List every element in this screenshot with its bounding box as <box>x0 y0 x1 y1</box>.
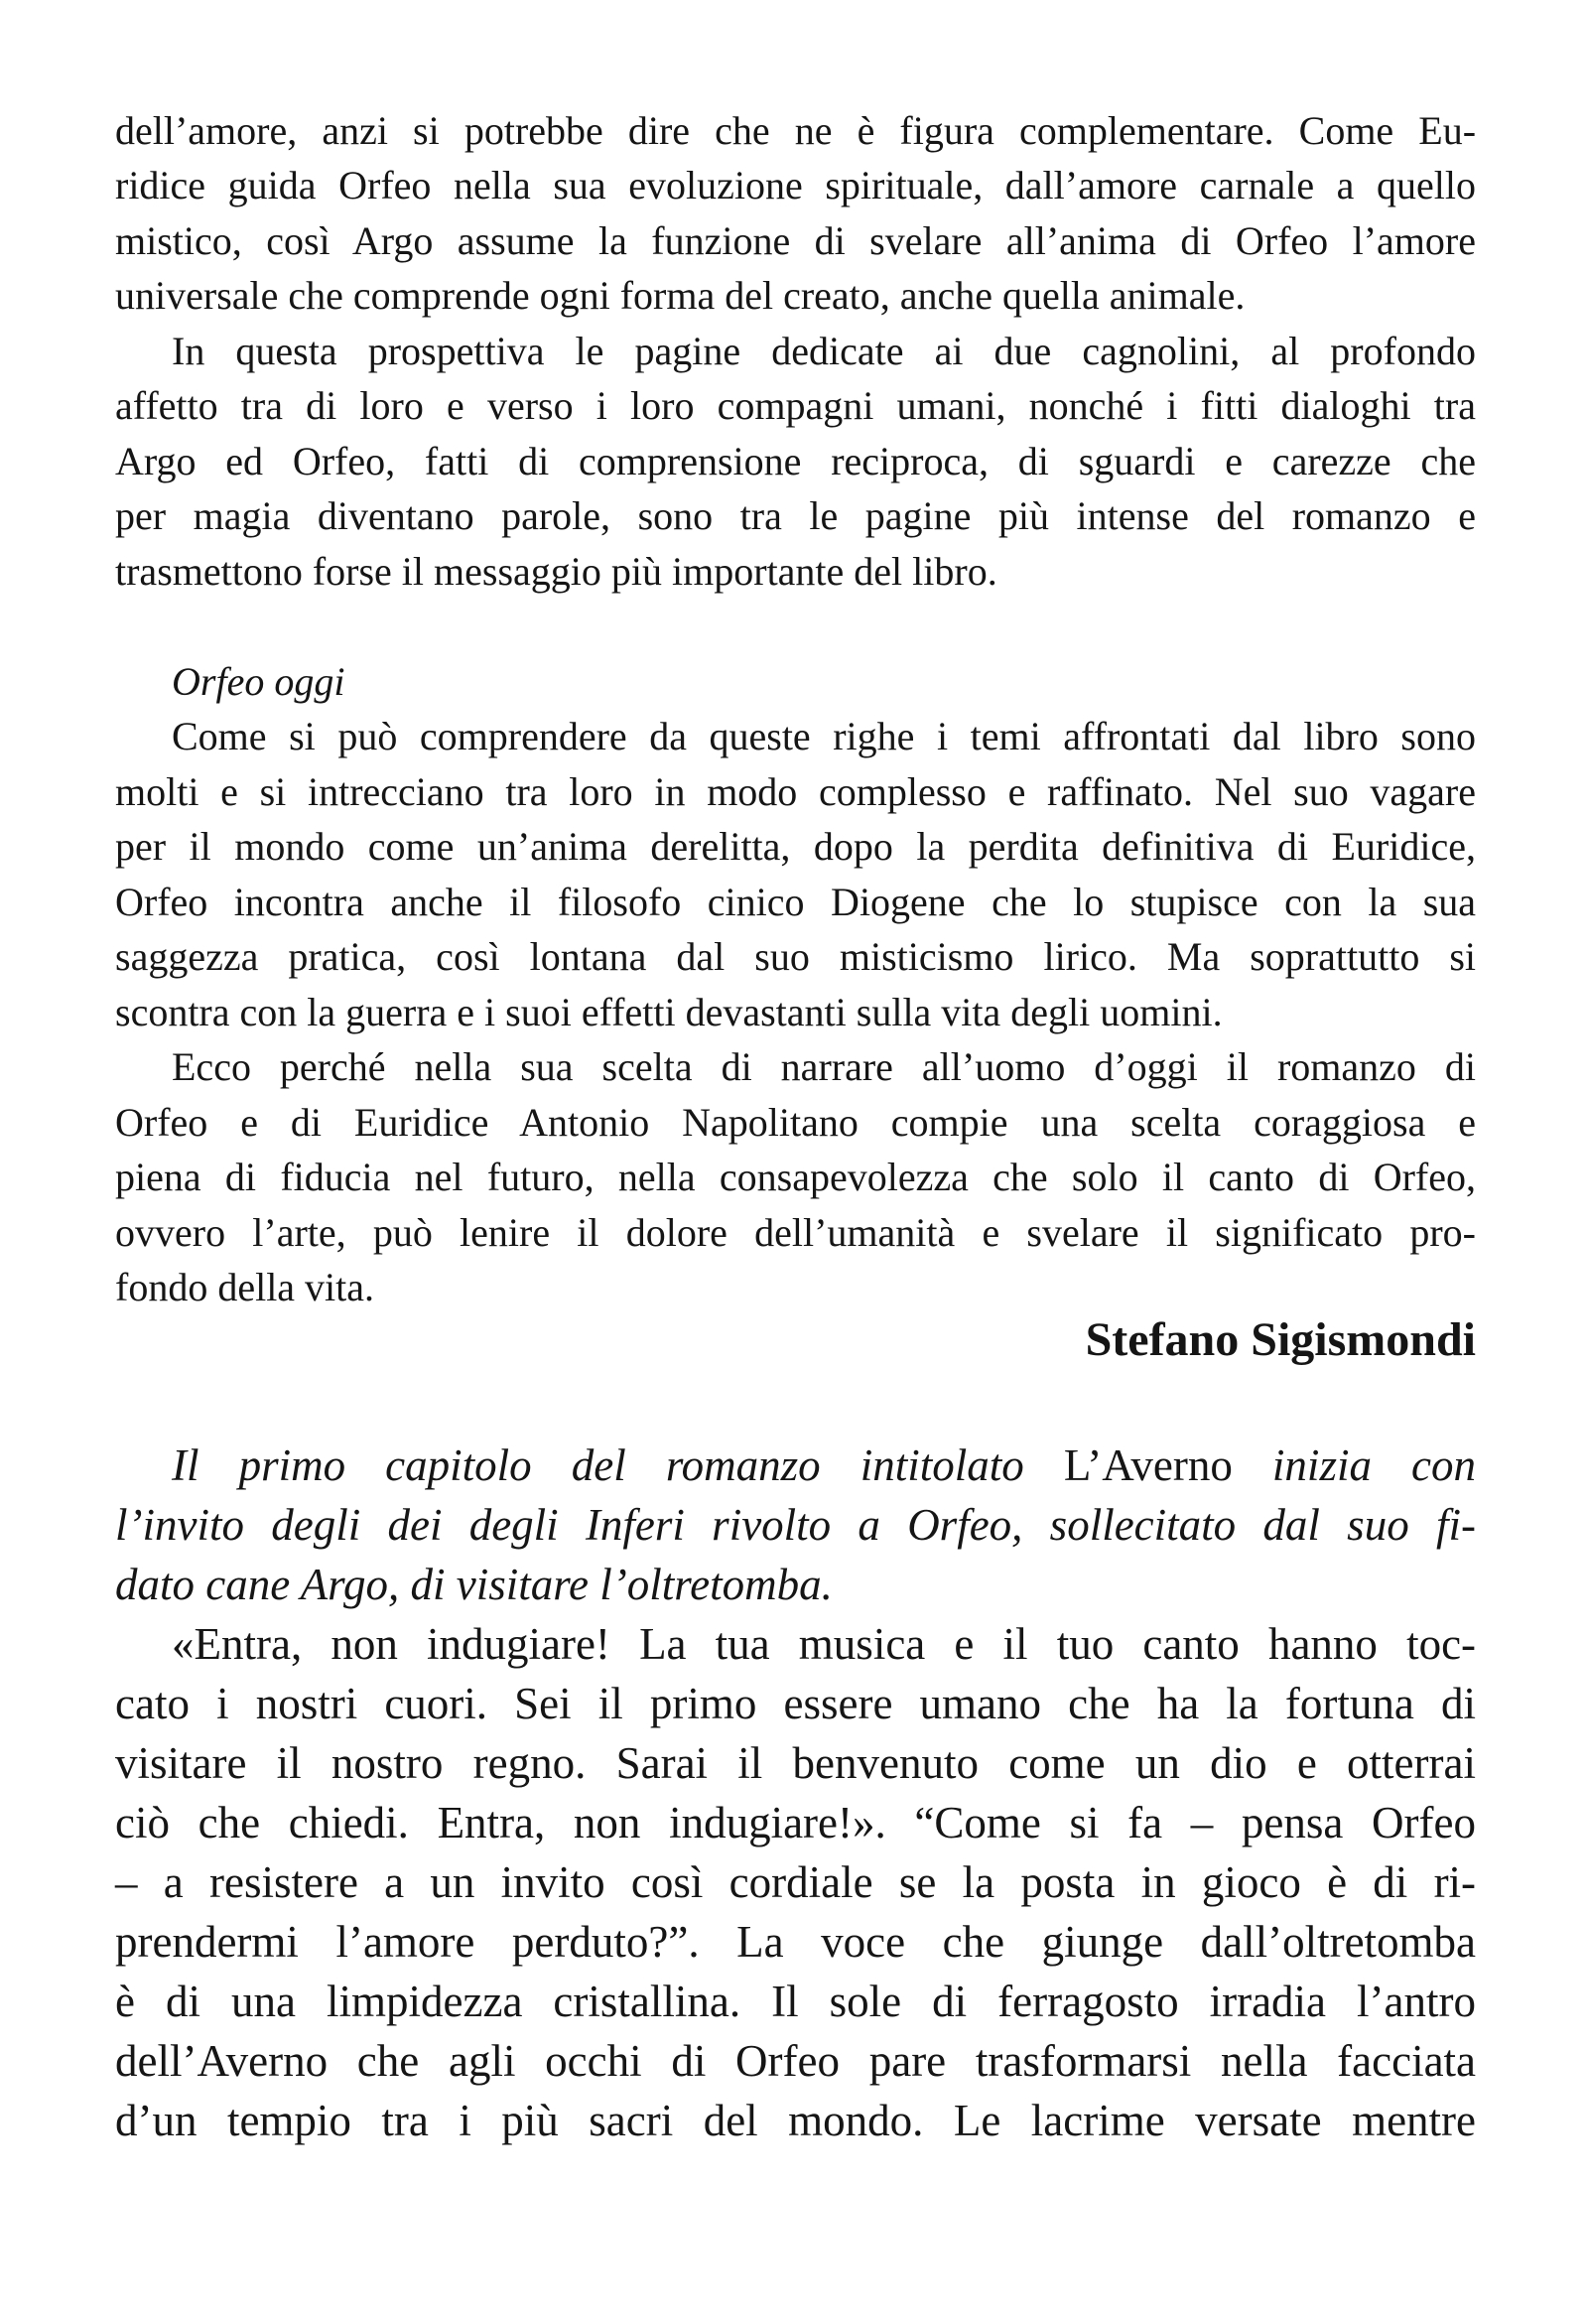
text-line <box>172 1614 1476 1674</box>
text-run: mistico, così Argo assume la funzione di svelare all’anima di Orfeo l’amore <box>115 217 1476 263</box>
text-run: trasmettono forse il messaggio più importante del libro. <box>115 548 997 594</box>
text-line <box>115 103 1476 159</box>
text-line <box>115 544 1476 600</box>
text-line <box>115 1150 1476 1205</box>
text-line <box>115 1972 1476 2031</box>
text-line <box>115 1733 1476 1793</box>
text-line <box>115 2091 1476 2150</box>
text-line <box>115 268 1476 324</box>
text-run: dell’Averno che agli occhi di Orfeo pare trasformarsi nella facciata <box>115 2035 1477 2086</box>
text-run: Orfeo e di Euridice Antonio Napolitano compie una scelta coraggiosa e <box>115 1099 1477 1145</box>
text-line <box>115 488 1476 544</box>
text-run: affetto tra di loro e verso i loro compagni umani, nonché i fitti dialoghi tra <box>115 383 1476 429</box>
text-line <box>115 1312 1476 1368</box>
text-line <box>115 764 1476 820</box>
text-run: Il primo capitolo del romanzo intitolato <box>172 1439 1064 1490</box>
text-line <box>115 1852 1476 1912</box>
text-line <box>115 1555 1476 1614</box>
text-line <box>115 1674 1476 1733</box>
text-run: dato cane Argo, di visitare l’oltretomba. <box>115 1559 833 1609</box>
text-line <box>115 213 1476 269</box>
text-run: molti e si intrecciano tra loro in modo complesso e raffinato. Nel suo vagare <box>115 768 1477 814</box>
text-run: Orfeo oggi <box>172 658 345 704</box>
text-line <box>172 654 1476 710</box>
text-line <box>115 875 1476 930</box>
text-line <box>115 819 1476 875</box>
text-run: ridice guida Orfeo nella sua evoluzione spirituale, dall’amore carnale a quello <box>115 163 1477 208</box>
text-line <box>115 985 1476 1040</box>
text-line <box>172 324 1476 379</box>
text-run: Ecco perché nella sua scelta di narrare all’uomo d’oggi il romanzo di <box>172 1044 1476 1090</box>
text-line <box>172 1039 1476 1095</box>
text-run: scontra con la guerra e i suoi effetti devastanti sulla vita degli uomini. <box>115 989 1223 1034</box>
text-line <box>115 434 1476 489</box>
text-run: prendermi l’amore perduto?”. La voce che giunge dall’oltretomba <box>115 1916 1477 1967</box>
text-run: universale che comprende ogni forma del creato, anche quella animale. <box>115 273 1246 319</box>
text-run: L’Averno <box>1063 1439 1233 1490</box>
text-run: d’un tempio tra i più sacri del mondo. Le lacrime versate mentre <box>115 2095 1477 2145</box>
text-line <box>115 1793 1476 1852</box>
text-line <box>115 2031 1476 2091</box>
text-run: per il mondo come un’anima derelitta, dopo la perdita definitiva di Euridice, <box>115 824 1476 870</box>
text-run: l’invito degli dei degli Inferi rivolto a Orfeo, sollecitato dal suo fi- <box>115 1499 1476 1550</box>
text-line <box>172 1435 1476 1495</box>
text-run: Orfeo incontra anche il filosofo cinico Diogene che lo stupisce con la sua <box>115 879 1477 924</box>
text-run: visitare il nostro regno. Sarai il benvenuto come un dio e otterrai <box>115 1737 1476 1788</box>
text-run: Stefano Sigismondi <box>1085 1313 1476 1366</box>
text-run: Argo ed Orfeo, fatti di comprensione reciproca, di sguardi e carezze che <box>115 438 1476 483</box>
text-run: ovvero l’arte, può lenire il dolore dell’umanità e svelare il significato pro- <box>115 1209 1476 1255</box>
text-line <box>115 1912 1476 1972</box>
text-line <box>115 1205 1476 1261</box>
text-run: dell’amore, anzi si potrebbe dire che ne è figura complementare. Come Eu- <box>115 107 1477 153</box>
text-run: piena di fiducia nel futuro, nella consapevolezza che solo il canto di Orfeo, <box>115 1155 1477 1200</box>
text-line <box>115 158 1476 213</box>
text-run: «Entra, non indugiare! La tua musica e il tuo canto hanno toc- <box>172 1618 1477 1669</box>
text-run: ciò che chiedi. Entra, non indugiare!». “Come si fa – pensa Orfeo <box>115 1797 1476 1847</box>
text-line <box>172 709 1476 764</box>
text-run: cato i nostri cuori. Sei il primo essere umano che ha la fortuna di <box>115 1678 1476 1728</box>
text-run: saggezza pratica, così lontana dal suo misticismo lirico. Ma soprattutto si <box>115 934 1477 980</box>
text-line <box>115 1260 1476 1315</box>
text-run: inizia con <box>1232 1439 1477 1490</box>
text-line <box>115 378 1476 434</box>
text-run: per magia diventano parole, sono tra le pagine più intense del romanzo e <box>115 493 1476 539</box>
text-line <box>115 1095 1476 1151</box>
text-run: Come si può comprendere da queste righe i temi affrontati dal libro sono <box>172 714 1476 759</box>
text-run: In questa prospettiva le pagine dedicate ai due cagnolini, al profondo <box>172 328 1476 373</box>
text-run: fondo della vita. <box>115 1265 375 1310</box>
text-line <box>115 929 1476 985</box>
text-run: è di una limpidezza cristallina. Il sole di ferragosto irradia l’antro <box>115 1976 1476 2026</box>
text-run: – a resistere a un invito così cordiale se la posta in gioco è di ri- <box>115 1856 1477 1907</box>
text-line <box>115 1495 1476 1555</box>
